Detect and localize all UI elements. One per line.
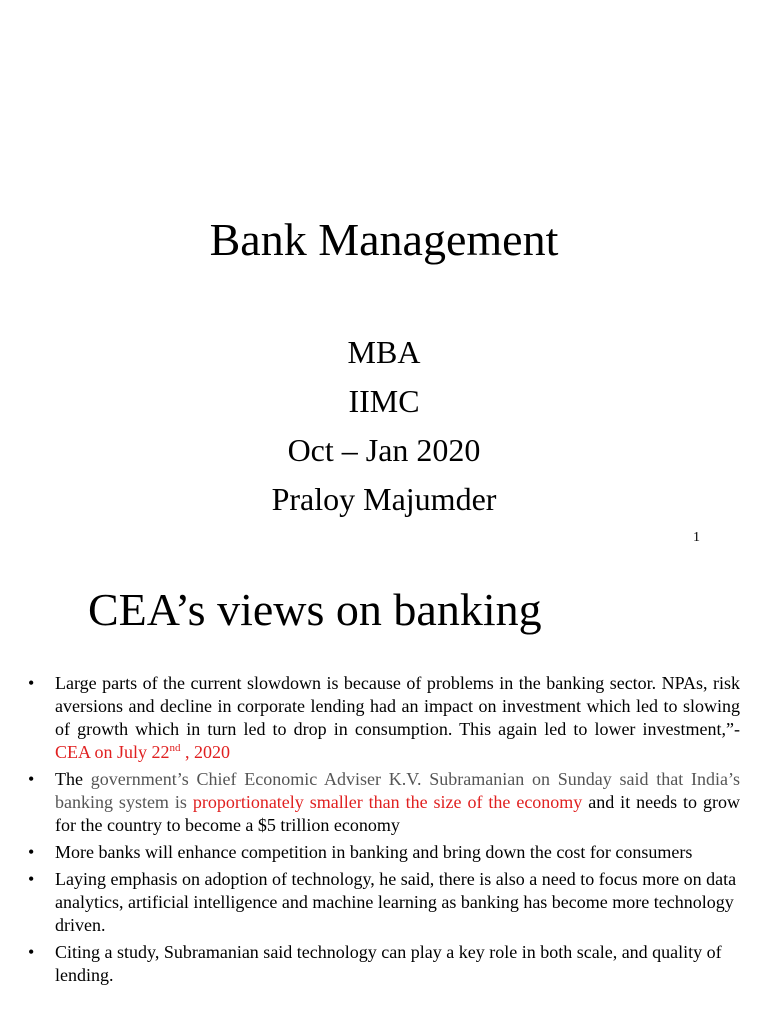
slide-title: CEA’s views on banking	[88, 584, 542, 635]
bullet-item	[28, 672, 740, 764]
bullet-tail-text: and it needs to grow for the country to become a $5 trillion economy	[55, 792, 740, 835]
bullet-text: Citing a study, Subramanian said technology can play a key role in both scale, and quality of lending.	[55, 942, 722, 985]
course-name: MBA	[347, 334, 421, 370]
bullet-dot-icon: •	[28, 673, 35, 693]
slide-subtitle-block	[0, 330, 768, 526]
bullet-text: Laying emphasis on adoption of technology, he said, there is also a need to focus more on data analytics, artificial intelligence and machine learning as banking has become more technology driven.	[55, 869, 737, 935]
bullet-text: Large parts of the current slowdown is because of problems in the banking sector. NPAs, risk aversions and decline in corporate lending had an impact on investment which led to slowing of growth which in turn led to drop in consumption. This again led to lower investment,”-	[55, 673, 740, 739]
bullet-highlight-text: proportionately smaller than the size of the economy	[192, 792, 583, 812]
institute-name: IIMC	[348, 383, 420, 419]
bullet-item	[28, 768, 740, 837]
bullet-dot-icon: •	[28, 869, 35, 889]
bullet-item	[28, 868, 740, 937]
slide-title: Bank Management	[209, 214, 559, 265]
bullet-item	[28, 941, 740, 987]
bullet-dot-icon: •	[28, 769, 35, 789]
bullet-text: More banks will enhance competition in banking and bring down the cost for consumers	[55, 842, 693, 862]
author-name: Praloy Majumder	[271, 481, 497, 517]
bullet-lead-text: The	[55, 769, 91, 789]
content-slide	[0, 560, 768, 1024]
course-term: Oct – Jan 2020	[287, 432, 481, 468]
page-number: 1	[693, 530, 700, 545]
bullet-dot-icon: •	[28, 942, 35, 962]
bullet-list	[28, 672, 740, 991]
bullet-grey-text: government’s Chief Economic Adviser K.V. Subramanian on Sunday said that India’s banking system is	[55, 769, 741, 812]
bullet-dot-icon: •	[28, 842, 35, 862]
source-citation: CEA on July 22nd , 2020	[55, 742, 231, 762]
bullet-item	[28, 841, 740, 864]
